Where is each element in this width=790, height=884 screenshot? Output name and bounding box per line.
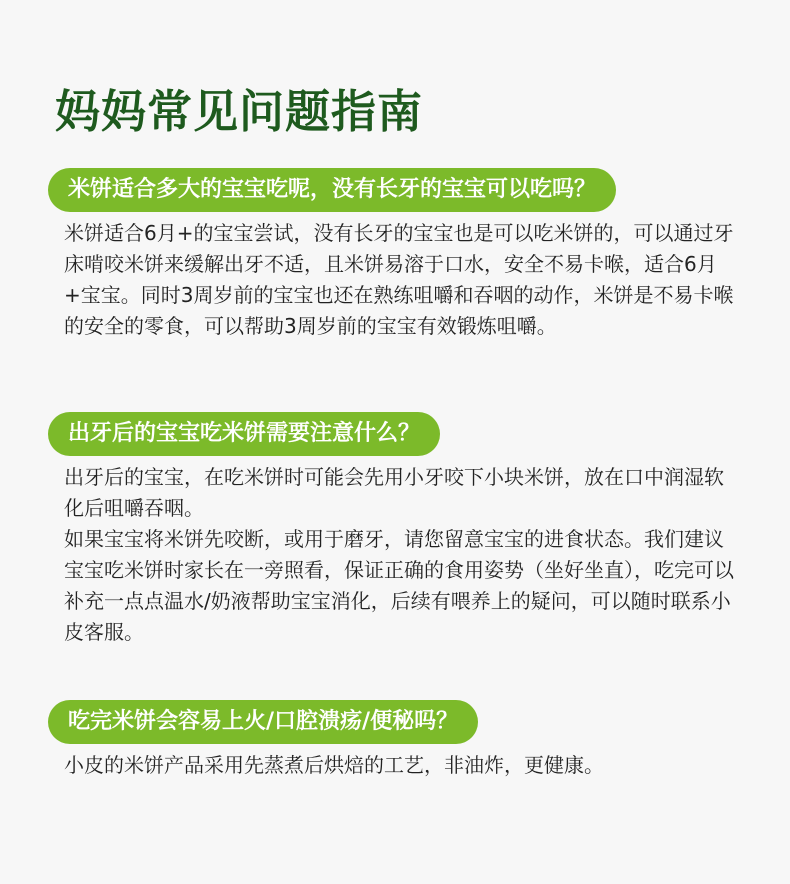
page-title: 妈妈常见问题指南 xyxy=(55,85,424,138)
faq-item xyxy=(48,412,748,648)
faq-answer xyxy=(64,218,736,342)
faq-item xyxy=(48,700,748,781)
faq-question: 出牙后的宝宝吃米饼需要注意什么？ xyxy=(48,412,440,456)
faq-answer-paragraph: 米饼适合6月+的宝宝尝试，没有长牙的宝宝也是可以吃米饼的，可以通过牙床啃咬米饼来缓解出牙不适，且米饼易溶于口水，安全不易卡喉，适合6月+宝宝。同时3周岁前的宝宝也还在熟练咀嚼和吞咽的动作，米饼是不易卡喉的安全的零食，可以帮助3周岁前的宝宝有效锻炼咀嚼。 xyxy=(64,221,734,338)
faq-question: 吃完米饼会容易上火/口腔溃疡/便秘吗？ xyxy=(48,700,478,744)
faq-question: 米饼适合多大的宝宝吃呢，没有长牙的宝宝可以吃吗？ xyxy=(48,168,616,212)
faq-answer xyxy=(64,750,736,781)
faq-answer-paragraph: 出牙后的宝宝，在吃米饼时可能会先用小牙咬下小块米饼，放在口中润湿软化后咀嚼吞咽。 xyxy=(64,465,724,520)
faq-answer-paragraph: 如果宝宝将米饼先咬断，或用于磨牙，请您留意宝宝的进食状态。我们建议宝宝吃米饼时家长在一旁照看，保证正确的食用姿势（坐好坐直），吃完可以补充一点点温水/奶液帮助宝宝消化，后续有喂养上的疑问，可以随时联系小皮客服。 xyxy=(64,527,734,644)
faq-item xyxy=(48,168,748,342)
faq-answer-paragraph: 小皮的米饼产品采用先蒸煮后烘焙的工艺，非油炸，更健康。 xyxy=(64,753,604,777)
faq-answer xyxy=(64,462,736,648)
